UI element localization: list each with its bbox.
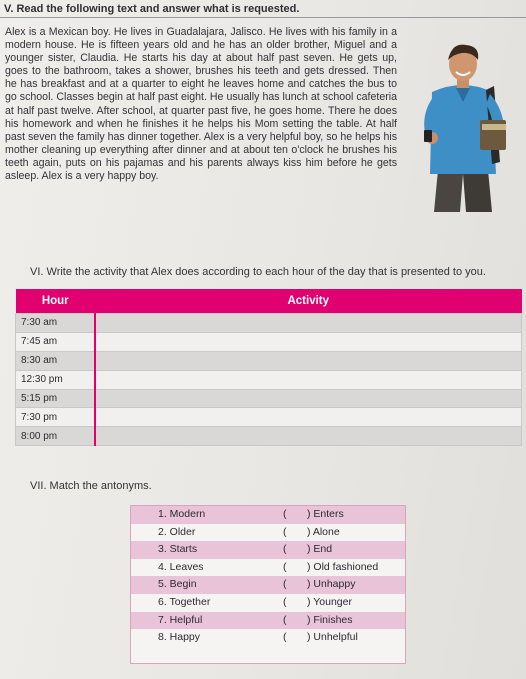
match-row [131, 506, 405, 524]
activity-cell[interactable] [95, 314, 522, 333]
match-row [131, 576, 405, 594]
match-right-item[interactable]: ( ) End [283, 541, 332, 559]
match-row [131, 594, 405, 612]
answer-bracket[interactable]: ( [283, 631, 287, 644]
match-left-item: 1. Modern [158, 508, 206, 520]
hour-cell: 7:45 am [16, 332, 96, 351]
match-left-item: 5. Begin [158, 578, 197, 591]
section-7-title: VII. Match the antonyms. [30, 480, 152, 492]
student-illustration [408, 42, 518, 212]
match-right-item[interactable]: ( ) Younger [283, 594, 352, 612]
activity-cell[interactable] [95, 351, 522, 370]
table-header-row [16, 289, 522, 314]
match-row [131, 629, 405, 647]
schedule-table [15, 289, 522, 446]
match-row [131, 524, 405, 542]
activity-cell[interactable] [95, 389, 522, 408]
table-row [16, 408, 522, 427]
hour-cell: 8:30 am [16, 351, 96, 370]
table-row [16, 427, 522, 446]
section-divider [0, 17, 526, 18]
match-left-item: 3. Starts [158, 543, 198, 556]
match-right-item[interactable]: ( ) Finishes [283, 612, 353, 630]
section-6-title: VI. Write the activity that Alex does according to each hour of the day that is presented to you. [30, 266, 486, 278]
match-right-item[interactable]: ( ) Unhappy [283, 576, 355, 594]
match-row [131, 559, 405, 577]
match-right-item[interactable]: ( ) Old fashioned [283, 559, 378, 577]
match-left-item: 2. Older [158, 525, 196, 538]
match-row [131, 541, 405, 559]
hour-cell: 12:30 pm [16, 370, 96, 389]
table-row [16, 389, 522, 408]
section-5-title: V. Read the following text and answer what is requested. [4, 3, 300, 15]
match-right-item[interactable]: ( ) Alone [283, 524, 340, 542]
match-right-item[interactable]: ( ) Unhelpful [283, 629, 358, 647]
activity-cell[interactable] [95, 408, 522, 427]
activity-cell[interactable] [95, 370, 522, 389]
activity-column-header: Activity [95, 289, 522, 314]
table-row [16, 332, 522, 351]
match-row [131, 612, 405, 630]
activity-cell[interactable] [95, 332, 522, 351]
answer-bracket[interactable]: ( [283, 543, 287, 556]
antonyms-match-box [130, 505, 406, 664]
match-left-item: 6. Together [158, 595, 211, 608]
hour-column-header: Hour [16, 289, 96, 314]
match-left-item: 4. Leaves [158, 560, 204, 573]
match-left-item: 8. Happy [158, 631, 201, 644]
answer-bracket[interactable]: ( [283, 525, 287, 538]
table-row [16, 314, 522, 333]
table-row [16, 370, 522, 389]
answer-bracket[interactable]: ( [283, 560, 287, 573]
match-right-item[interactable]: ( ) Enters [283, 506, 344, 524]
answer-bracket[interactable]: ( [283, 578, 287, 591]
table-row [16, 351, 522, 370]
match-left-item: 7. Helpful [158, 613, 203, 626]
hour-cell: 5:15 pm [16, 389, 96, 408]
answer-bracket[interactable]: ( [283, 508, 287, 520]
hour-cell: 8:00 pm [16, 427, 96, 446]
answer-bracket[interactable]: ( [283, 595, 287, 608]
answer-bracket[interactable]: ( [283, 613, 287, 626]
reading-passage: Alex is a Mexican boy. He lives in Guadalajara, Jalisco. He lives with his family in a modern house. He is fifteen years old and he has an older brother, Miguel and a younger sister, Claudia. He starts his day at about half past seven. He gets up, goes to the bathroom, takes a shower, brushes his teeth and gets dressed. Then he has breakfast and at a quarter to eight he leaves home and catches the bus to go school. Classes begin at half past eight. He usually has lunch at school cafeteria at half past twelve. After school, at quarter past five, he goes home. There he does his homework and when he finishes it he helps his Mom setting the table. At half past seven the family has dinner together. Alex is a very helpful boy, so he helps his mother cleaning up everything after dinner and at about ten o'clock he brushes his teeth again, puts on his pajamas and his parents always kiss him before he gets asleep. Alex is a very happy boy. [5, 26, 397, 183]
hour-cell: 7:30 am [16, 314, 96, 333]
activity-cell[interactable] [95, 427, 522, 446]
hour-cell: 7:30 pm [16, 408, 96, 427]
